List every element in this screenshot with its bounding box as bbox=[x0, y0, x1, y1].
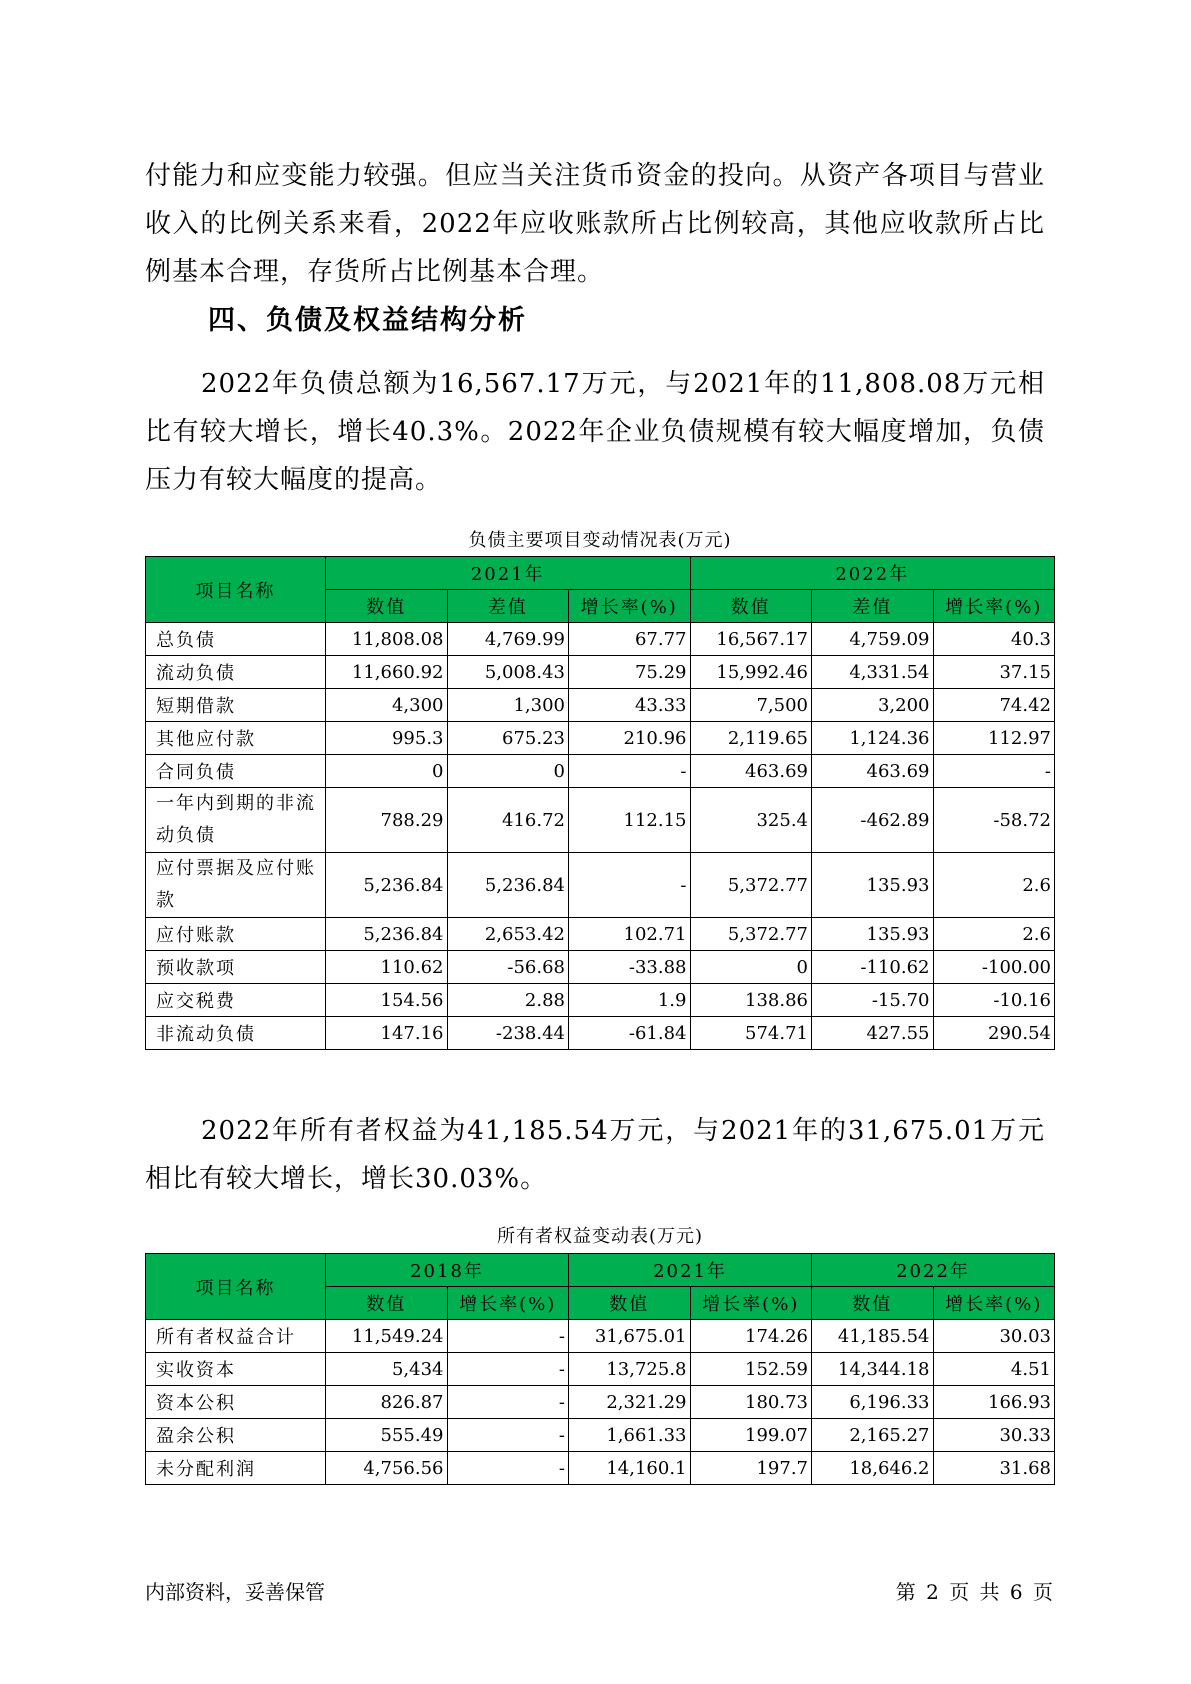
table-cell: 112.15 bbox=[569, 788, 691, 853]
table-cell: -110.62 bbox=[812, 951, 934, 984]
table-cell: 3,200 bbox=[812, 689, 934, 722]
table-cell: 5,236.84 bbox=[326, 853, 448, 918]
table-cell: 152.59 bbox=[690, 1353, 812, 1386]
table-cell: 2,165.27 bbox=[812, 1419, 934, 1452]
table-row bbox=[146, 918, 1055, 951]
table-row bbox=[146, 689, 1055, 722]
table-cell: 11,808.08 bbox=[326, 623, 448, 656]
table-cell: 2,119.65 bbox=[690, 722, 812, 755]
table-cell: 180.73 bbox=[690, 1386, 812, 1419]
paragraph-equity: 2022年所有者权益为41,185.54万元，与2021年的31,675.01万元相比有较大增长，增长30.03%。 bbox=[145, 1116, 1045, 1194]
table-cell: 13,725.8 bbox=[569, 1353, 691, 1386]
table-cell: 154.56 bbox=[326, 984, 448, 1017]
table-cell: 102.71 bbox=[569, 918, 691, 951]
table-row bbox=[146, 722, 1055, 755]
row-label: 非流动负债 bbox=[146, 1017, 326, 1050]
row-label: 其他应付款 bbox=[146, 722, 326, 755]
table-cell: -61.84 bbox=[569, 1017, 691, 1050]
table-cell: 7,500 bbox=[690, 689, 812, 722]
table-row bbox=[146, 951, 1055, 984]
table-cell: 5,434 bbox=[326, 1353, 448, 1386]
table-cell: 1,661.33 bbox=[569, 1419, 691, 1452]
table-cell: 18,646.2 bbox=[812, 1452, 934, 1485]
table-cell: -15.70 bbox=[812, 984, 934, 1017]
year-header-2022: 2022年 bbox=[812, 1254, 1055, 1287]
table-cell: 0 bbox=[447, 755, 569, 788]
table-cell: -10.16 bbox=[933, 984, 1055, 1017]
table-cell: 1,300 bbox=[447, 689, 569, 722]
table-cell: 2.88 bbox=[447, 984, 569, 1017]
table-cell: 135.93 bbox=[812, 853, 934, 918]
table-cell: 4,331.54 bbox=[812, 656, 934, 689]
item-name-header: 项目名称 bbox=[146, 557, 326, 623]
table-cell: - bbox=[447, 1353, 569, 1386]
table-cell: - bbox=[447, 1386, 569, 1419]
table-cell: 210.96 bbox=[569, 722, 691, 755]
table-cell: 5,008.43 bbox=[447, 656, 569, 689]
subheader: 增长率(%) bbox=[933, 1287, 1055, 1320]
table-cell: -33.88 bbox=[569, 951, 691, 984]
subheader: 增长率(%) bbox=[569, 590, 691, 623]
table-cell: 166.93 bbox=[933, 1386, 1055, 1419]
table-cell: 4,769.99 bbox=[447, 623, 569, 656]
subheader: 差值 bbox=[812, 590, 934, 623]
table-cell: -238.44 bbox=[447, 1017, 569, 1050]
table-cell: - bbox=[569, 755, 691, 788]
table-cell: 43.33 bbox=[569, 689, 691, 722]
row-label: 合同负债 bbox=[146, 755, 326, 788]
table-cell: -100.00 bbox=[933, 951, 1055, 984]
table-cell: 4.51 bbox=[933, 1353, 1055, 1386]
section-heading: 四、负债及权益结构分析 bbox=[208, 305, 527, 336]
table-row bbox=[146, 788, 1055, 853]
table-cell: 16,567.17 bbox=[690, 623, 812, 656]
row-label: 未分配利润 bbox=[146, 1452, 326, 1485]
table-cell: 416.72 bbox=[447, 788, 569, 853]
row-label: 一年内到期的非流动负债 bbox=[146, 788, 326, 853]
paragraph-asset-analysis: 付能力和应变能力较强。但应当关注货币资金的投向。从资产各项目与营业收入的比例关系来看，2022年应收账款所占比例较高，其他应收款所占比例基本合理，存货所占比例基本合理。 bbox=[145, 161, 1045, 287]
table-cell: 197.7 bbox=[690, 1452, 812, 1485]
table-cell: 11,549.24 bbox=[326, 1320, 448, 1353]
table-cell: 40.3 bbox=[933, 623, 1055, 656]
row-label: 预收款项 bbox=[146, 951, 326, 984]
table-cell: 0 bbox=[326, 755, 448, 788]
table-cell: 325.4 bbox=[690, 788, 812, 853]
year-header-2022: 2022年 bbox=[690, 557, 1055, 590]
table1-caption: 负债主要项目变动情况表(万元) bbox=[468, 530, 732, 551]
table-row bbox=[146, 984, 1055, 1017]
row-label: 资本公积 bbox=[146, 1386, 326, 1419]
table-cell: 555.49 bbox=[326, 1419, 448, 1452]
table-cell: 135.93 bbox=[812, 918, 934, 951]
table-cell: 6,196.33 bbox=[812, 1386, 934, 1419]
row-label: 总负债 bbox=[146, 623, 326, 656]
table-cell: -56.68 bbox=[447, 951, 569, 984]
liabilities-table bbox=[145, 556, 1055, 1050]
table-cell: 75.29 bbox=[569, 656, 691, 689]
table-cell: 147.16 bbox=[326, 1017, 448, 1050]
table-cell: -58.72 bbox=[933, 788, 1055, 853]
row-label: 应付账款 bbox=[146, 918, 326, 951]
table-cell: 15,992.46 bbox=[690, 656, 812, 689]
table-cell: 675.23 bbox=[447, 722, 569, 755]
subheader: 数值 bbox=[812, 1287, 934, 1320]
table-row bbox=[146, 1017, 1055, 1050]
table-cell: 5,372.77 bbox=[690, 918, 812, 951]
table-cell: 995.3 bbox=[326, 722, 448, 755]
table-cell: 574.71 bbox=[690, 1017, 812, 1050]
table-cell: 463.69 bbox=[690, 755, 812, 788]
table-cell: - bbox=[447, 1419, 569, 1452]
table-cell: 290.54 bbox=[933, 1017, 1055, 1050]
table-cell: 30.03 bbox=[933, 1320, 1055, 1353]
table-row bbox=[146, 656, 1055, 689]
table-row bbox=[146, 1320, 1055, 1353]
table-cell: 4,300 bbox=[326, 689, 448, 722]
year-header-2021: 2021年 bbox=[569, 1254, 812, 1287]
subheader: 增长率(%) bbox=[933, 590, 1055, 623]
table-cell: 2.6 bbox=[933, 918, 1055, 951]
table-cell: - bbox=[569, 853, 691, 918]
table-cell: 67.77 bbox=[569, 623, 691, 656]
table-cell: 138.86 bbox=[690, 984, 812, 1017]
table-cell: 1.9 bbox=[569, 984, 691, 1017]
table-cell: 826.87 bbox=[326, 1386, 448, 1419]
table-cell: 174.26 bbox=[690, 1320, 812, 1353]
table-row bbox=[146, 1353, 1055, 1386]
table-cell: 5,372.77 bbox=[690, 853, 812, 918]
table-cell: 14,344.18 bbox=[812, 1353, 934, 1386]
table-row bbox=[146, 1452, 1055, 1485]
table-cell: - bbox=[447, 1320, 569, 1353]
table-cell: 41,185.54 bbox=[812, 1320, 934, 1353]
table-row bbox=[146, 1419, 1055, 1452]
row-label: 流动负债 bbox=[146, 656, 326, 689]
table-cell: 37.15 bbox=[933, 656, 1055, 689]
table-cell: 31.68 bbox=[933, 1452, 1055, 1485]
footer-page-number: 第 2 页 共 6 页 bbox=[895, 1580, 1055, 1604]
subheader: 数值 bbox=[690, 590, 812, 623]
table-cell: 1,124.36 bbox=[812, 722, 934, 755]
table-cell: 5,236.84 bbox=[447, 853, 569, 918]
subheader: 增长率(%) bbox=[447, 1287, 569, 1320]
table-cell: 788.29 bbox=[326, 788, 448, 853]
table-row bbox=[146, 1386, 1055, 1419]
row-label: 应交税费 bbox=[146, 984, 326, 1017]
table-cell: 11,660.92 bbox=[326, 656, 448, 689]
table-cell: 427.55 bbox=[812, 1017, 934, 1050]
item-name-header: 项目名称 bbox=[146, 1254, 326, 1320]
row-label: 实收资本 bbox=[146, 1353, 326, 1386]
row-label: 所有者权益合计 bbox=[146, 1320, 326, 1353]
table-cell: 0 bbox=[690, 951, 812, 984]
year-header-2021: 2021年 bbox=[326, 557, 691, 590]
table2-caption: 所有者权益变动表(万元) bbox=[496, 1226, 704, 1247]
table-cell: 463.69 bbox=[812, 755, 934, 788]
row-label: 盈余公积 bbox=[146, 1419, 326, 1452]
table-cell: 112.97 bbox=[933, 722, 1055, 755]
subheader: 数值 bbox=[569, 1287, 691, 1320]
row-label: 短期借款 bbox=[146, 689, 326, 722]
table-row bbox=[146, 755, 1055, 788]
subheader: 数值 bbox=[326, 1287, 448, 1320]
footer-confidential: 内部资料，妥善保管 bbox=[145, 1580, 325, 1604]
table-cell: 14,160.1 bbox=[569, 1452, 691, 1485]
table-cell: 5,236.84 bbox=[326, 918, 448, 951]
table-cell: - bbox=[447, 1452, 569, 1485]
row-label: 应付票据及应付账款 bbox=[146, 853, 326, 918]
table-cell: 31,675.01 bbox=[569, 1320, 691, 1353]
table-cell: 2,653.42 bbox=[447, 918, 569, 951]
table-cell: 4,756.56 bbox=[326, 1452, 448, 1485]
table-row bbox=[146, 623, 1055, 656]
equity-table bbox=[145, 1253, 1055, 1485]
paragraph-liabilities: 2022年负债总额为16,567.17万元，与2021年的11,808.08万元相比有较大增长，增长40.3%。2022年企业负债规模有较大幅度增加，负债压力有较大幅度的提高。 bbox=[145, 369, 1045, 495]
table-cell: 2.6 bbox=[933, 853, 1055, 918]
table-row bbox=[146, 853, 1055, 918]
table-cell: 2,321.29 bbox=[569, 1386, 691, 1419]
year-header-2018: 2018年 bbox=[326, 1254, 569, 1287]
table-cell: 74.42 bbox=[933, 689, 1055, 722]
subheader: 差值 bbox=[447, 590, 569, 623]
table-cell: 4,759.09 bbox=[812, 623, 934, 656]
table-cell: -462.89 bbox=[812, 788, 934, 853]
table-cell: 30.33 bbox=[933, 1419, 1055, 1452]
table-cell: 110.62 bbox=[326, 951, 448, 984]
subheader: 数值 bbox=[326, 590, 448, 623]
table-cell: - bbox=[933, 755, 1055, 788]
subheader: 增长率(%) bbox=[690, 1287, 812, 1320]
table-cell: 199.07 bbox=[690, 1419, 812, 1452]
